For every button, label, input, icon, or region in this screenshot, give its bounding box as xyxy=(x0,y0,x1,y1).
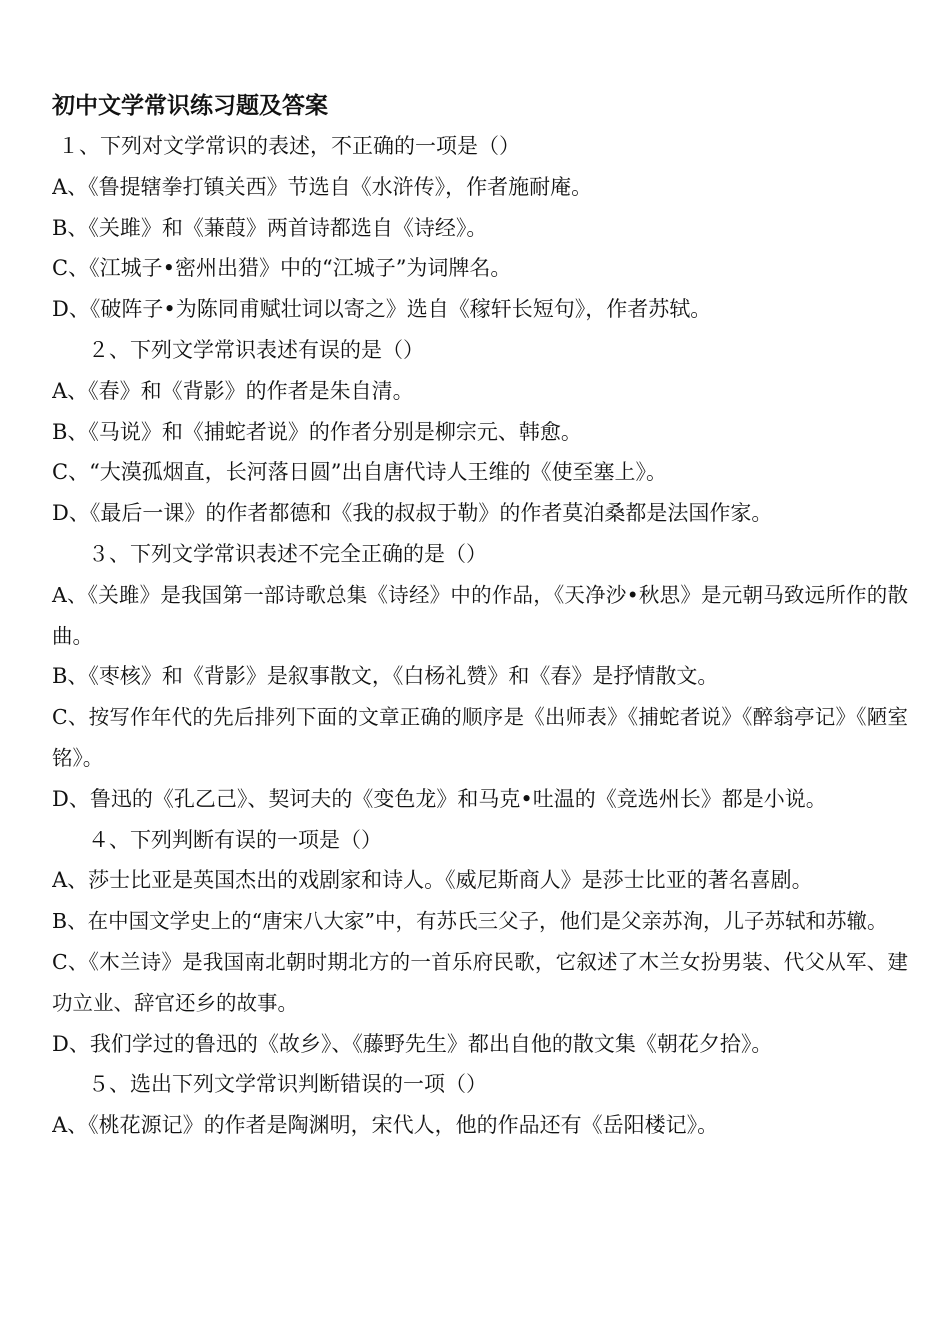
option-c: C、《木兰诗》是我国南北朝时期北方的一首乐府民歌，它叙述了木兰女扮男装、代父从军、建功立业、辞官还乡的故事。 xyxy=(52,949,908,1015)
option-a: A、莎士比亚是英国杰出的戏剧家和诗人。《威尼斯商人》是莎士比亚的著名喜剧。 xyxy=(52,868,813,893)
option-a: A、《桃花源记》的作者是陶渊明，宋代人，他的作品还有《岳阳楼记》。 xyxy=(52,1113,719,1138)
document-title: 初中文学常识练习题及答案 xyxy=(52,93,328,119)
option-c: C、“大漠孤烟直，长河落日圆”出自唐代诗人王维的《使至塞上》。 xyxy=(52,460,668,485)
question-stem: ３、下列文学常识表述不完全正确的是（） xyxy=(88,541,487,566)
option-d: D、《最后一课》的作者都德和《我的叔叔于勒》的作者莫泊桑都是法国作家。 xyxy=(52,501,773,526)
question-stem: １、下列对文学常识的表述，不正确的一项是（） xyxy=(58,134,520,158)
option-b: B、《枣核》和《背影》是叙事散文，《白杨礼赞》和《春》是抒情散文。 xyxy=(52,664,719,689)
option-b: B、《马说》和《捕蛇者说》的作者分别是柳宗元、韩愈。 xyxy=(52,419,582,444)
option-b: B、《关雎》和《蒹葭》两首诗都选自《诗经》。 xyxy=(52,215,488,240)
document-page xyxy=(52,86,908,1146)
question-stem: ２、下列文学常识表述有误的是（） xyxy=(88,337,424,362)
option-c: C、《江城子•密州出猎》中的“江城子”为词牌名。 xyxy=(52,256,512,281)
option-a: A、《春》和《背影》的作者是朱自清。 xyxy=(52,378,414,403)
question-stem: ５、选出下列文学常识判断错误的一项（） xyxy=(88,1072,487,1097)
question-stem: ４、下列判断有误的一项是（） xyxy=(88,827,382,852)
option-c: C、按写作年代的先后排列下面的文章正确的顺序是《出师表》《捕蛇者说》《醉翁亭记》《陋室铭》。 xyxy=(52,705,908,770)
option-d: D、鲁迅的《孔乙己》、契诃夫的《变色龙》和马克•吐温的《竞选州长》都是小说。 xyxy=(52,786,827,811)
option-b: B、在中国文学史上的“唐宋八大家”中，有苏氏三父子，他们是父亲苏洵，儿子苏轼和苏辙。 xyxy=(52,909,888,934)
option-d: D、《破阵子•为陈同甫赋壮词以寄之》选自《稼轩长短句》，作者苏轼。 xyxy=(52,297,712,322)
option-a: A、《鲁提辖拳打镇关西》节选自《水浒传》，作者施耐庵。 xyxy=(52,174,593,199)
option-d: D、我们学过的鲁迅的《故乡》、《藤野先生》都出自他的散文集《朝花夕拾》。 xyxy=(52,1031,773,1056)
option-a: A、《关雎》是我国第一部诗歌总集《诗经》中的作品，《天净沙•秋思》是元朝马致远所作的散曲。 xyxy=(52,582,908,648)
